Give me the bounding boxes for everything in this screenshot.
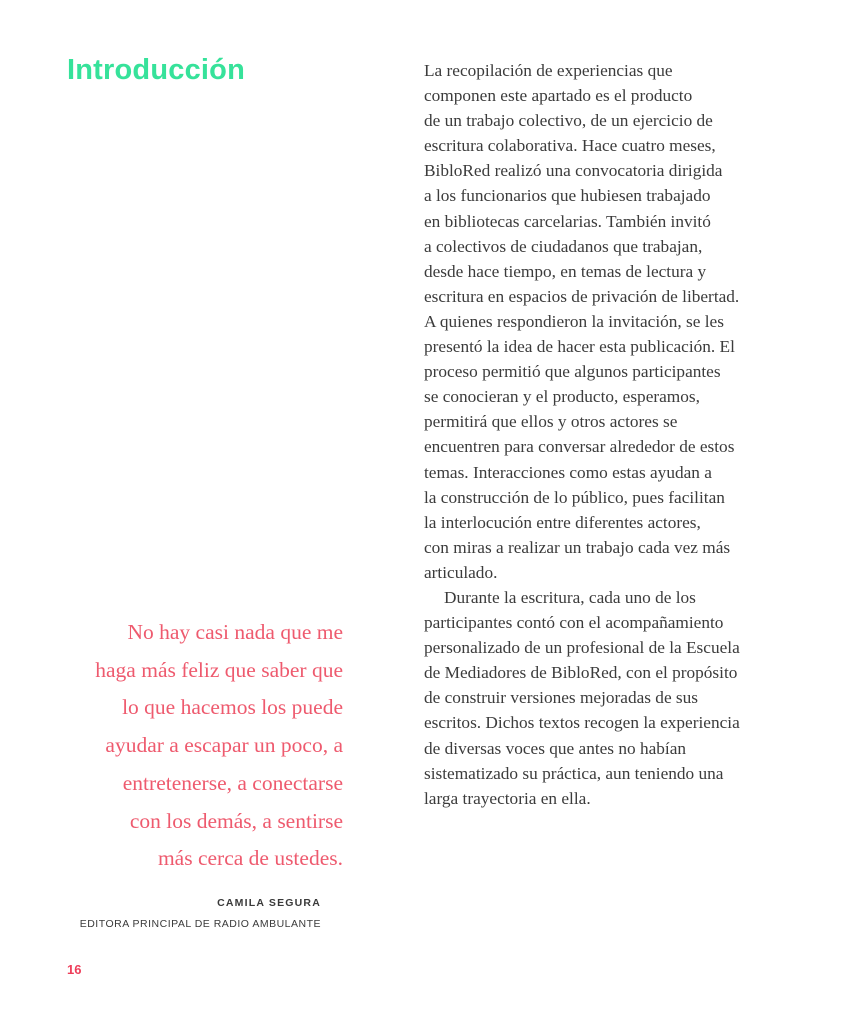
body-line: la construcción de lo público, pues facilitan <box>424 487 725 507</box>
body-line: con miras a realizar un trabajo cada vez más <box>424 537 731 557</box>
body-line: componen este apartado es el producto <box>424 86 693 106</box>
pull-quote <box>60 614 343 878</box>
body-line: articulado. <box>424 562 498 582</box>
body-line: escritura en espacios de privación de libertad. <box>424 286 740 306</box>
body-line: escritura colaborativa. Hace cuatro meses, <box>424 136 716 156</box>
page-title: Introducción <box>67 54 246 86</box>
body-line: larga trayectoria en ella. <box>424 788 591 808</box>
quote-line: ayudar a escapar un poco, a <box>105 733 343 758</box>
quote-line: entretenerse, a conectarse <box>122 770 343 795</box>
body-line: de diversas voces que antes no habían <box>424 738 687 758</box>
body-line: proceso permitió que algunos participantes <box>424 362 721 382</box>
quote-line: lo que hacemos los puede <box>122 695 343 720</box>
body-line: participantes contó con el acompañamiento <box>424 613 724 633</box>
body-line: Durante la escritura, cada uno de los <box>444 587 696 607</box>
body-line: sistematizado su práctica, aun teniendo una <box>424 763 724 783</box>
body-line: temas. Interacciones como estas ayudan a <box>424 462 712 482</box>
body-line: la interlocución entre diferentes actores, <box>424 512 701 532</box>
page-number: 16 <box>67 962 82 977</box>
body-line: presentó la idea de hacer esta publicación. El <box>424 337 735 357</box>
quote-author-role: EDITORA PRINCIPAL DE RADIO AMBULANTE <box>79 918 321 930</box>
body-line: encuentren para conversar alrededor de estos <box>424 437 735 457</box>
body-line: de construir versiones mejoradas de sus <box>424 688 699 708</box>
quote-author: CAMILA SEGURA <box>217 897 321 909</box>
body-line: a colectivos de ciudadanos que trabajan, <box>424 236 703 256</box>
body-line: se conocieran y el producto, esperamos, <box>424 387 700 407</box>
body-line: permitirá que ellos y otros actores se <box>424 412 678 432</box>
body-line: escritos. Dichos textos recogen la experiencia <box>424 713 740 733</box>
body-line: en bibliotecas carcelarias. También invitó <box>424 211 711 231</box>
body-line: La recopilación de experiencias que <box>424 61 673 80</box>
body-text <box>424 58 769 811</box>
body-line: a los funcionarios que hubiesen trabajado <box>424 186 711 206</box>
body-line: desde hace tiempo, en temas de lectura y <box>424 261 707 281</box>
body-line: de Mediadores de BibloRed, con el propósito <box>424 663 738 683</box>
quote-line: más cerca de ustedes. <box>157 846 343 871</box>
quote-line: con los demás, a sentirse <box>129 808 343 833</box>
body-line: A quienes respondieron la invitación, se les <box>424 311 724 331</box>
body-line: de un trabajo colectivo, de un ejercicio de <box>424 111 713 131</box>
body-line: personalizado de un profesional de la Escuela <box>424 638 740 658</box>
quote-line: haga más feliz que saber que <box>95 657 343 682</box>
body-line: BibloRed realizó una convocatoria dirigida <box>424 161 723 181</box>
quote-line: No hay casi nada que me <box>127 620 343 644</box>
